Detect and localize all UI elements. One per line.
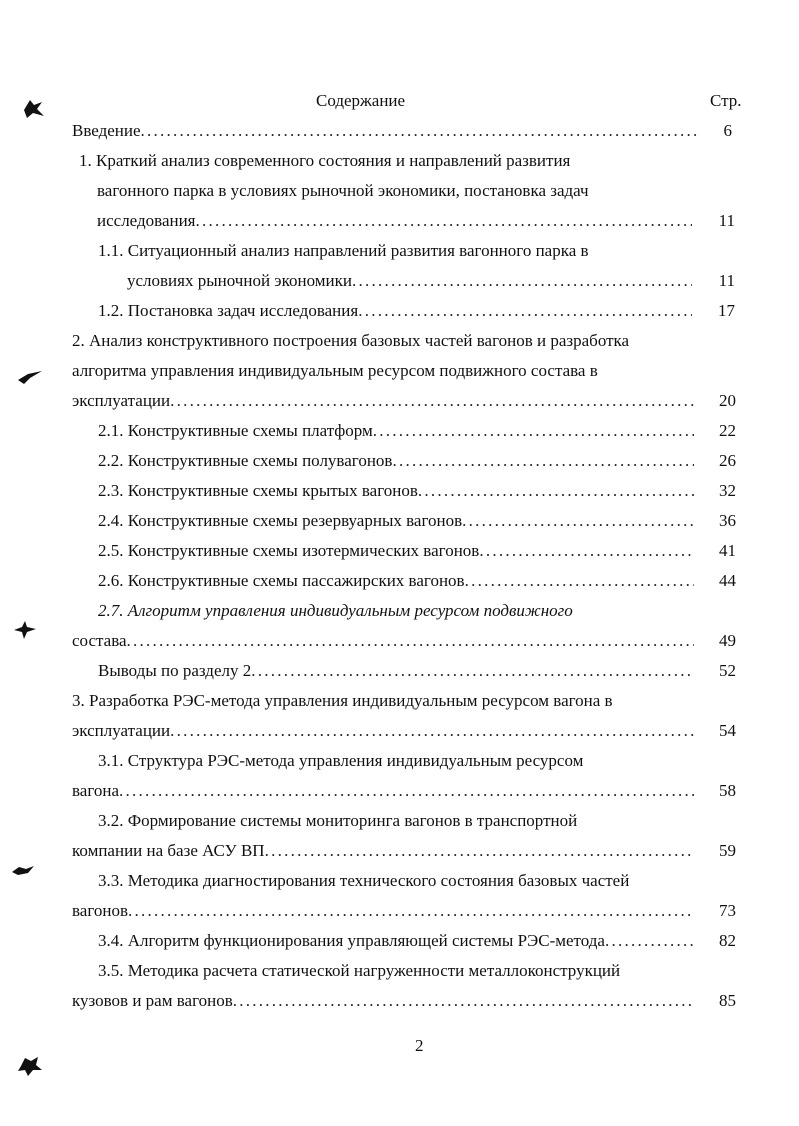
toc-page-number: 85	[719, 991, 736, 1010]
toc-title: Содержание	[316, 91, 406, 110]
toc-entry: Выводы по разделу 2 . . .	[98, 661, 694, 681]
toc-page-number: 49	[719, 631, 736, 650]
toc-page-number: 32	[719, 481, 736, 500]
toc-page-number: 58	[719, 781, 736, 800]
leader-dots	[605, 931, 694, 951]
toc-entry: исследования . . .	[97, 211, 692, 231]
leader-dots	[141, 121, 700, 141]
leader-dots	[251, 661, 694, 681]
leader-dots	[119, 781, 694, 801]
leader-dots	[265, 841, 694, 861]
scan-blot-icon	[20, 96, 46, 120]
toc-page-number: 6	[723, 121, 732, 140]
toc-entry-line: 2. Анализ конструктивного построения базовых частей вагонов и разработка	[72, 331, 630, 350]
leader-dots	[462, 511, 694, 531]
leader-dots	[373, 421, 694, 441]
leader-dots	[128, 901, 694, 921]
leader-dots	[170, 721, 694, 741]
toc-entry: 2.2. Конструктивные схемы полувагонов . . .	[98, 451, 694, 471]
toc-entry: компании на базе АСУ ВП . . .	[72, 841, 694, 861]
toc-entry-line: 3.2. Формирование системы мониторинга вагонов в транспортной	[98, 811, 578, 830]
leader-dots	[465, 571, 694, 591]
toc-page-number: 54	[719, 721, 736, 740]
toc-page-number: 82	[719, 931, 736, 950]
leader-dots	[170, 391, 694, 411]
toc-entry-line: 3.5. Методика расчета статической нагруженности металлоконструкций	[98, 961, 621, 980]
toc-entry: 2.4. Конструктивные схемы резервуарных вагонов . . .	[98, 511, 694, 531]
toc-entry: кузовов и рам вагонов . . .	[72, 991, 694, 1011]
leader-dots	[127, 631, 694, 651]
toc-entry: вагона . . .	[72, 781, 694, 801]
page-number: 2	[415, 1036, 424, 1055]
page-column-header: Стр.	[710, 91, 742, 110]
toc-page-number: 11	[718, 211, 735, 230]
toc-entry-line: 1. Краткий анализ современного состояния и направлений развития	[79, 151, 571, 170]
toc-page-number: 73	[719, 901, 736, 920]
toc-entry-line: 3.3. Методика диагностирования технического состояния базовых частей	[98, 871, 630, 890]
toc-entry: 3.4. Алгоритм функционирования управляющей системы РЭС-метода . . .	[98, 931, 694, 951]
toc-entry-line: 3.1. Структура РЭС-метода управления индивидуальным ресурсом	[98, 751, 584, 770]
toc-page-number: 22	[719, 421, 736, 440]
toc-entry: эксплуатации . . .	[72, 391, 694, 411]
leader-dots	[196, 211, 692, 231]
toc-entry: состава . . .	[72, 631, 694, 651]
toc-page-number: 20	[719, 391, 736, 410]
leader-dots	[392, 451, 694, 471]
toc-page-number: 36	[719, 511, 736, 530]
toc-page-number: 41	[719, 541, 736, 560]
toc-entry-line: алгоритма управления индивидуальным ресурсом подвижного состава в	[72, 361, 598, 380]
toc-entry-line: 1.1. Ситуационный анализ направлений развития вагонного парка в	[98, 241, 589, 260]
toc-entry-line: вагонного парка в условиях рыночной экономики, постановка задач	[97, 181, 589, 200]
toc-entry-line: 3. Разработка РЭС-метода управления индивидуальным ресурсом вагона в	[72, 691, 613, 710]
leader-dots	[358, 301, 692, 321]
toc-entry: Введение . . .	[72, 121, 700, 141]
toc-entry: 2.3. Конструктивные схемы крытых вагонов . . .	[98, 481, 694, 501]
toc-entry: условиях рыночной экономики . . .	[127, 271, 692, 291]
scan-blot-icon	[16, 1054, 44, 1078]
toc-page-number: 59	[719, 841, 736, 860]
leader-dots	[233, 991, 694, 1011]
toc-page-number: 26	[719, 451, 736, 470]
scan-blot-icon	[12, 620, 38, 640]
toc-page-number: 52	[719, 661, 736, 680]
toc-entry-line: 2.7. Алгоритм управления индивидуальным ресурсом подвижного	[98, 601, 573, 620]
toc-page-number: 17	[718, 301, 735, 320]
toc-entry: 2.5. Конструктивные схемы изотермических вагонов . . .	[98, 541, 694, 561]
leader-dots	[479, 541, 694, 561]
leader-dots	[418, 481, 694, 501]
toc-entry: вагонов . . .	[72, 901, 694, 921]
toc-entry: 2.6. Конструктивные схемы пассажирских вагонов . . .	[98, 571, 694, 591]
toc-page-number: 44	[719, 571, 736, 590]
leader-dots	[352, 271, 692, 291]
scan-blot-icon	[16, 368, 44, 386]
scan-blot-icon	[10, 863, 36, 879]
toc-entry: 2.1. Конструктивные схемы платформ . . .	[98, 421, 694, 441]
toc-entry: эксплуатации . . .	[72, 721, 694, 741]
toc-page-number: 11	[718, 271, 735, 290]
toc-entry: 1.2. Постановка задач исследования . . .	[98, 301, 692, 321]
